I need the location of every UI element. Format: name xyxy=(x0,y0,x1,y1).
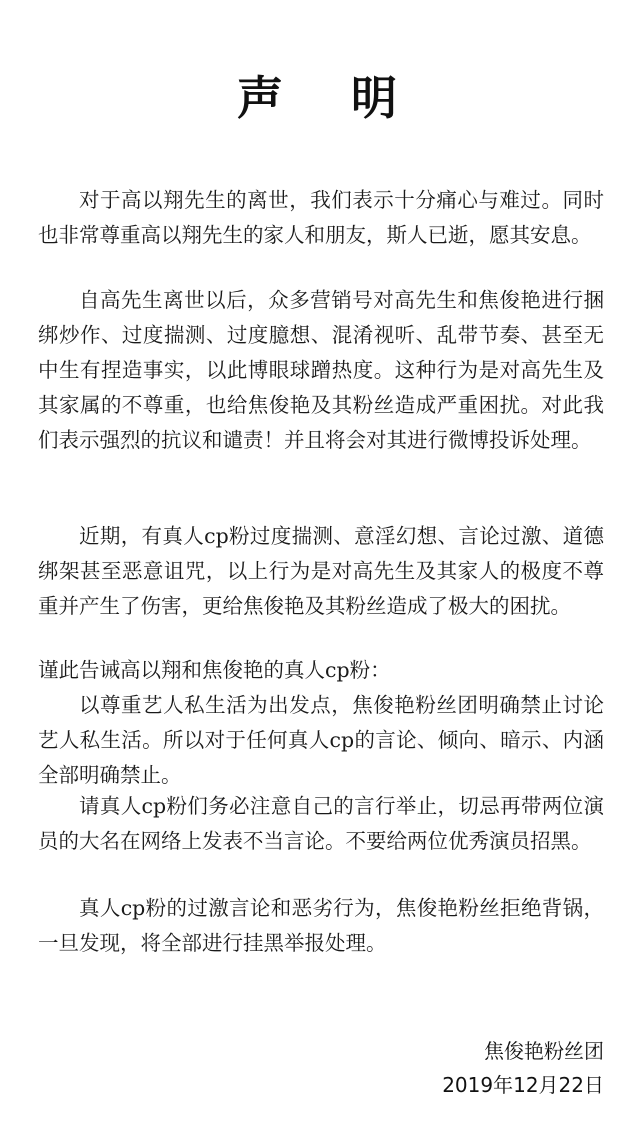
paragraph-text: 对于高以翔先生的离世，我们表示十分痛心与难过。同时也非常尊重高以翔先生的家人和朋友，斯人已逝，愿其安息。 xyxy=(38,188,604,247)
signature: 焦俊艳粉丝团 xyxy=(484,1039,604,1063)
rule-text: 请真人cp粉们务必注意自己的言行举止，切忌再带两位演员的大名在网络上发表不当言论。不要给两位优秀演员招黑。 xyxy=(38,794,604,853)
paragraph-condolence xyxy=(38,183,604,253)
document-title: 声 明 xyxy=(236,71,423,125)
date: 2019年12月22日 xyxy=(442,1073,604,1097)
paragraph-text: 自高先生离世以后，众多营销号对高先生和焦俊艳进行捆绑炒作、过度揣测、过度臆想、混淆视听、乱带节奏、甚至无中生有捏造事实，以此博眼球蹭热度。这种行为是对高先生及其家属的不尊重，也给焦俊艳及其粉丝造成严重困扰。对此我们表示强烈的抗议和谴责！并且将会对其进行微博投诉处理。 xyxy=(38,288,604,452)
paragraph-cp-fans xyxy=(38,519,604,624)
rule-text: 真人cp粉的过激言论和恶劣行为，焦俊艳粉丝拒绝背锅，一旦发现，将全部进行挂黑举报处理。 xyxy=(38,896,604,955)
rule-text: 以尊重艺人私生活为出发点，焦俊艳粉丝团明确禁止讨论艺人私生活。所以对于任何真人cp的言论、倾向、暗示、内涵全部明确禁止。 xyxy=(38,693,604,787)
rule-privacy xyxy=(38,688,604,793)
rule-conduct xyxy=(38,789,604,859)
rule-reporting xyxy=(38,891,604,961)
paragraph-marketing-accounts xyxy=(38,283,604,458)
paragraph-text: 近期，有真人cp粉过度揣测、意淫幻想、言论过激、道德绑架甚至恶意诅咒，以上行为是对高先生及其家人的极度不尊重并产生了伤害，更给焦俊艳及其粉丝造成了极大的困扰。 xyxy=(38,524,604,618)
warning-heading: 谨此告诫高以翔和焦俊艳的真人cp粉： xyxy=(38,658,391,682)
